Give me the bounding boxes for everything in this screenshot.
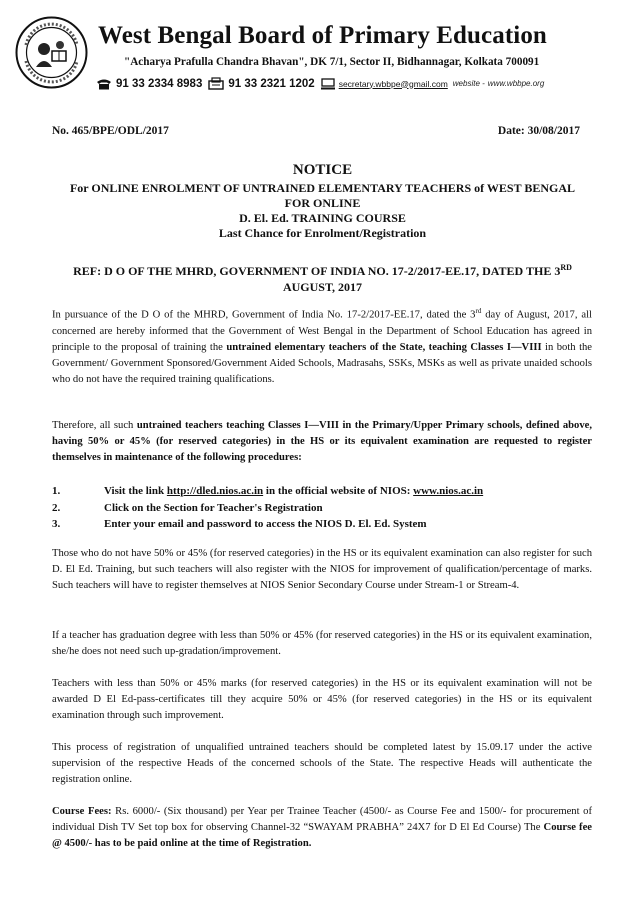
step-item: [52, 500, 592, 517]
step-text: [104, 485, 483, 497]
paragraph-7: [52, 804, 592, 853]
board-seal-emblem: [14, 15, 89, 90]
course-fees-label: Course Fees:: [52, 806, 112, 817]
step-item: [52, 483, 592, 500]
ref-superscript: RD: [560, 263, 572, 272]
step-number: 2.: [52, 501, 61, 514]
paragraph-4: If a teacher has graduation degree with less than 50% or 45% (for reserved categories) in the HS or its equivalent examination, she/he does not need such up-gradation/improvement.: [52, 630, 592, 658]
notice-title: NOTICE: [292, 162, 353, 178]
step-number: 3.: [52, 518, 61, 531]
step-text: Enter your email and password to access the NIOS D. El. Ed. System: [104, 518, 427, 531]
contact-row: [96, 77, 544, 90]
procedure-steps: [52, 483, 592, 533]
notice-date: Date: 30/08/2017: [497, 125, 580, 137]
paragraph-5: Teachers with less than 50% or 45% marks (for reserved categories) in the HS or its equivalent examination will not be awarded D El Ed-pass-certificates till they acquire 50% or 45% (for reserved categories) in the HS or its equivalent examination through such improvement.: [52, 678, 592, 722]
dled-nios-link[interactable]: http://dled.nios.ac.in: [166, 485, 264, 498]
p2-bold: untrained teachers teaching Classes I—VIII in the Primary/Upper Primary schools, defined above, having 50% or 45% (for reserved categories) in the HS or its equivalent examination are requested to register themselves in maintenance of the following procedures:: [52, 420, 592, 464]
p7-text: Rs. 6000/- (Six thousand) per Year per Trainee Teacher (4500/- as Course Fee and 1500/- for procurement of individual Dish TV Set top box for observing Channel-32 “SWAYAM PRABHA” 24X7 for D El Ed Course) The: [52, 806, 592, 834]
p7-bold: Course fee @ 4500/- has to be paid online at the time of Registration.: [52, 822, 592, 850]
p1-text-b: day of August, 2017, all concerned are hereby informed that the Government of West Bengal in the Department of School Education has agreed in principle to the proposal of training the: [52, 309, 592, 353]
subtitle-line-3: D. El. Ed. TRAINING COURSE: [239, 211, 406, 225]
ref-text: REF: D O OF THE MHRD, GOVERNMENT OF INDIA NO. 17-2/2017-EE.17, DATED THE 3: [73, 264, 561, 278]
board-address: "Acharya Prafulla Chandra Bhavan", DK 7/1, Sector II, Bidhannagar, Kolkata 700091: [124, 56, 540, 68]
ref-text-date: AUGUST, 2017: [282, 280, 363, 294]
p2-text: Therefore, all such: [52, 420, 137, 431]
computer-icon: [321, 78, 335, 90]
subtitle-line-4: Last Chance for Enrolment/Registration: [218, 226, 427, 240]
p1-text-a: In pursuance of the D O of the MHRD, Government of India No. 17-2/2017-EE.17, dated the 3: [52, 309, 476, 321]
p1-superscript: rd: [475, 307, 482, 315]
subtitle-line-2: FOR ONLINE: [284, 196, 361, 210]
step-1-text: Visit the link: [104, 485, 167, 498]
reference-number: No. 465/BPE/ODL/2017: [52, 125, 169, 137]
fax-icon: [208, 77, 224, 90]
p1-text-c: in both the Government/ Government Sponsored/Government Aided Schools, Madrasahs, SSKs, MSKs as well as private unaided schools who do not have the required training qualifications.: [52, 341, 593, 386]
step-item: [52, 516, 592, 533]
paragraph-1: [52, 303, 592, 389]
p1-bold: untrained elementary teachers of the State, teaching Classes I—VIII: [226, 341, 542, 353]
phone-number: 91 33 2334 8983: [116, 77, 203, 90]
telephone-icon: [96, 78, 112, 90]
paragraph-3: Those who do not have 50% or 45% (for reserved categories) in the HS or its equivalent examination can also register for such D. El Ed. Training, but such teachers will also register with the NIOS for improvement of qualification/percentage of marks. Such teachers will have to register themselves at NIOS Senior Secondary Course under Stream-1 or Stream-4.: [52, 548, 592, 592]
subtitle-line-1: For ONLINE ENROLMENT OF UNTRAINED ELEMENTARY TEACHERS of WEST BENGAL: [69, 181, 576, 195]
nios-website-link[interactable]: www.nios.ac.in: [413, 485, 484, 498]
step-text: Click on the Section for Teacher's Registration: [104, 501, 323, 514]
reference-line: [40, 260, 605, 295]
notice-subtitle: [40, 181, 605, 241]
step-1-mid: in the official website of NIOS:: [263, 485, 414, 498]
email-link[interactable]: secretary.wbbpe@gmail.com: [338, 78, 448, 89]
board-name: West Bengal Board of Primary Education: [98, 22, 547, 49]
step-number: 1.: [52, 485, 61, 498]
website-label: website -: [452, 79, 485, 88]
fax-number: 91 33 2321 1202: [228, 77, 315, 90]
paragraph-2: [52, 418, 592, 467]
paragraph-6: This process of registration of unqualified untrained teachers should be completed latest by 15.09.17 under the active supervision of the respective Heads of the concerned schools of the State. The respective Heads will authenticate the registration online.: [52, 742, 592, 786]
website-link[interactable]: www.wbbpe.org: [487, 79, 545, 88]
